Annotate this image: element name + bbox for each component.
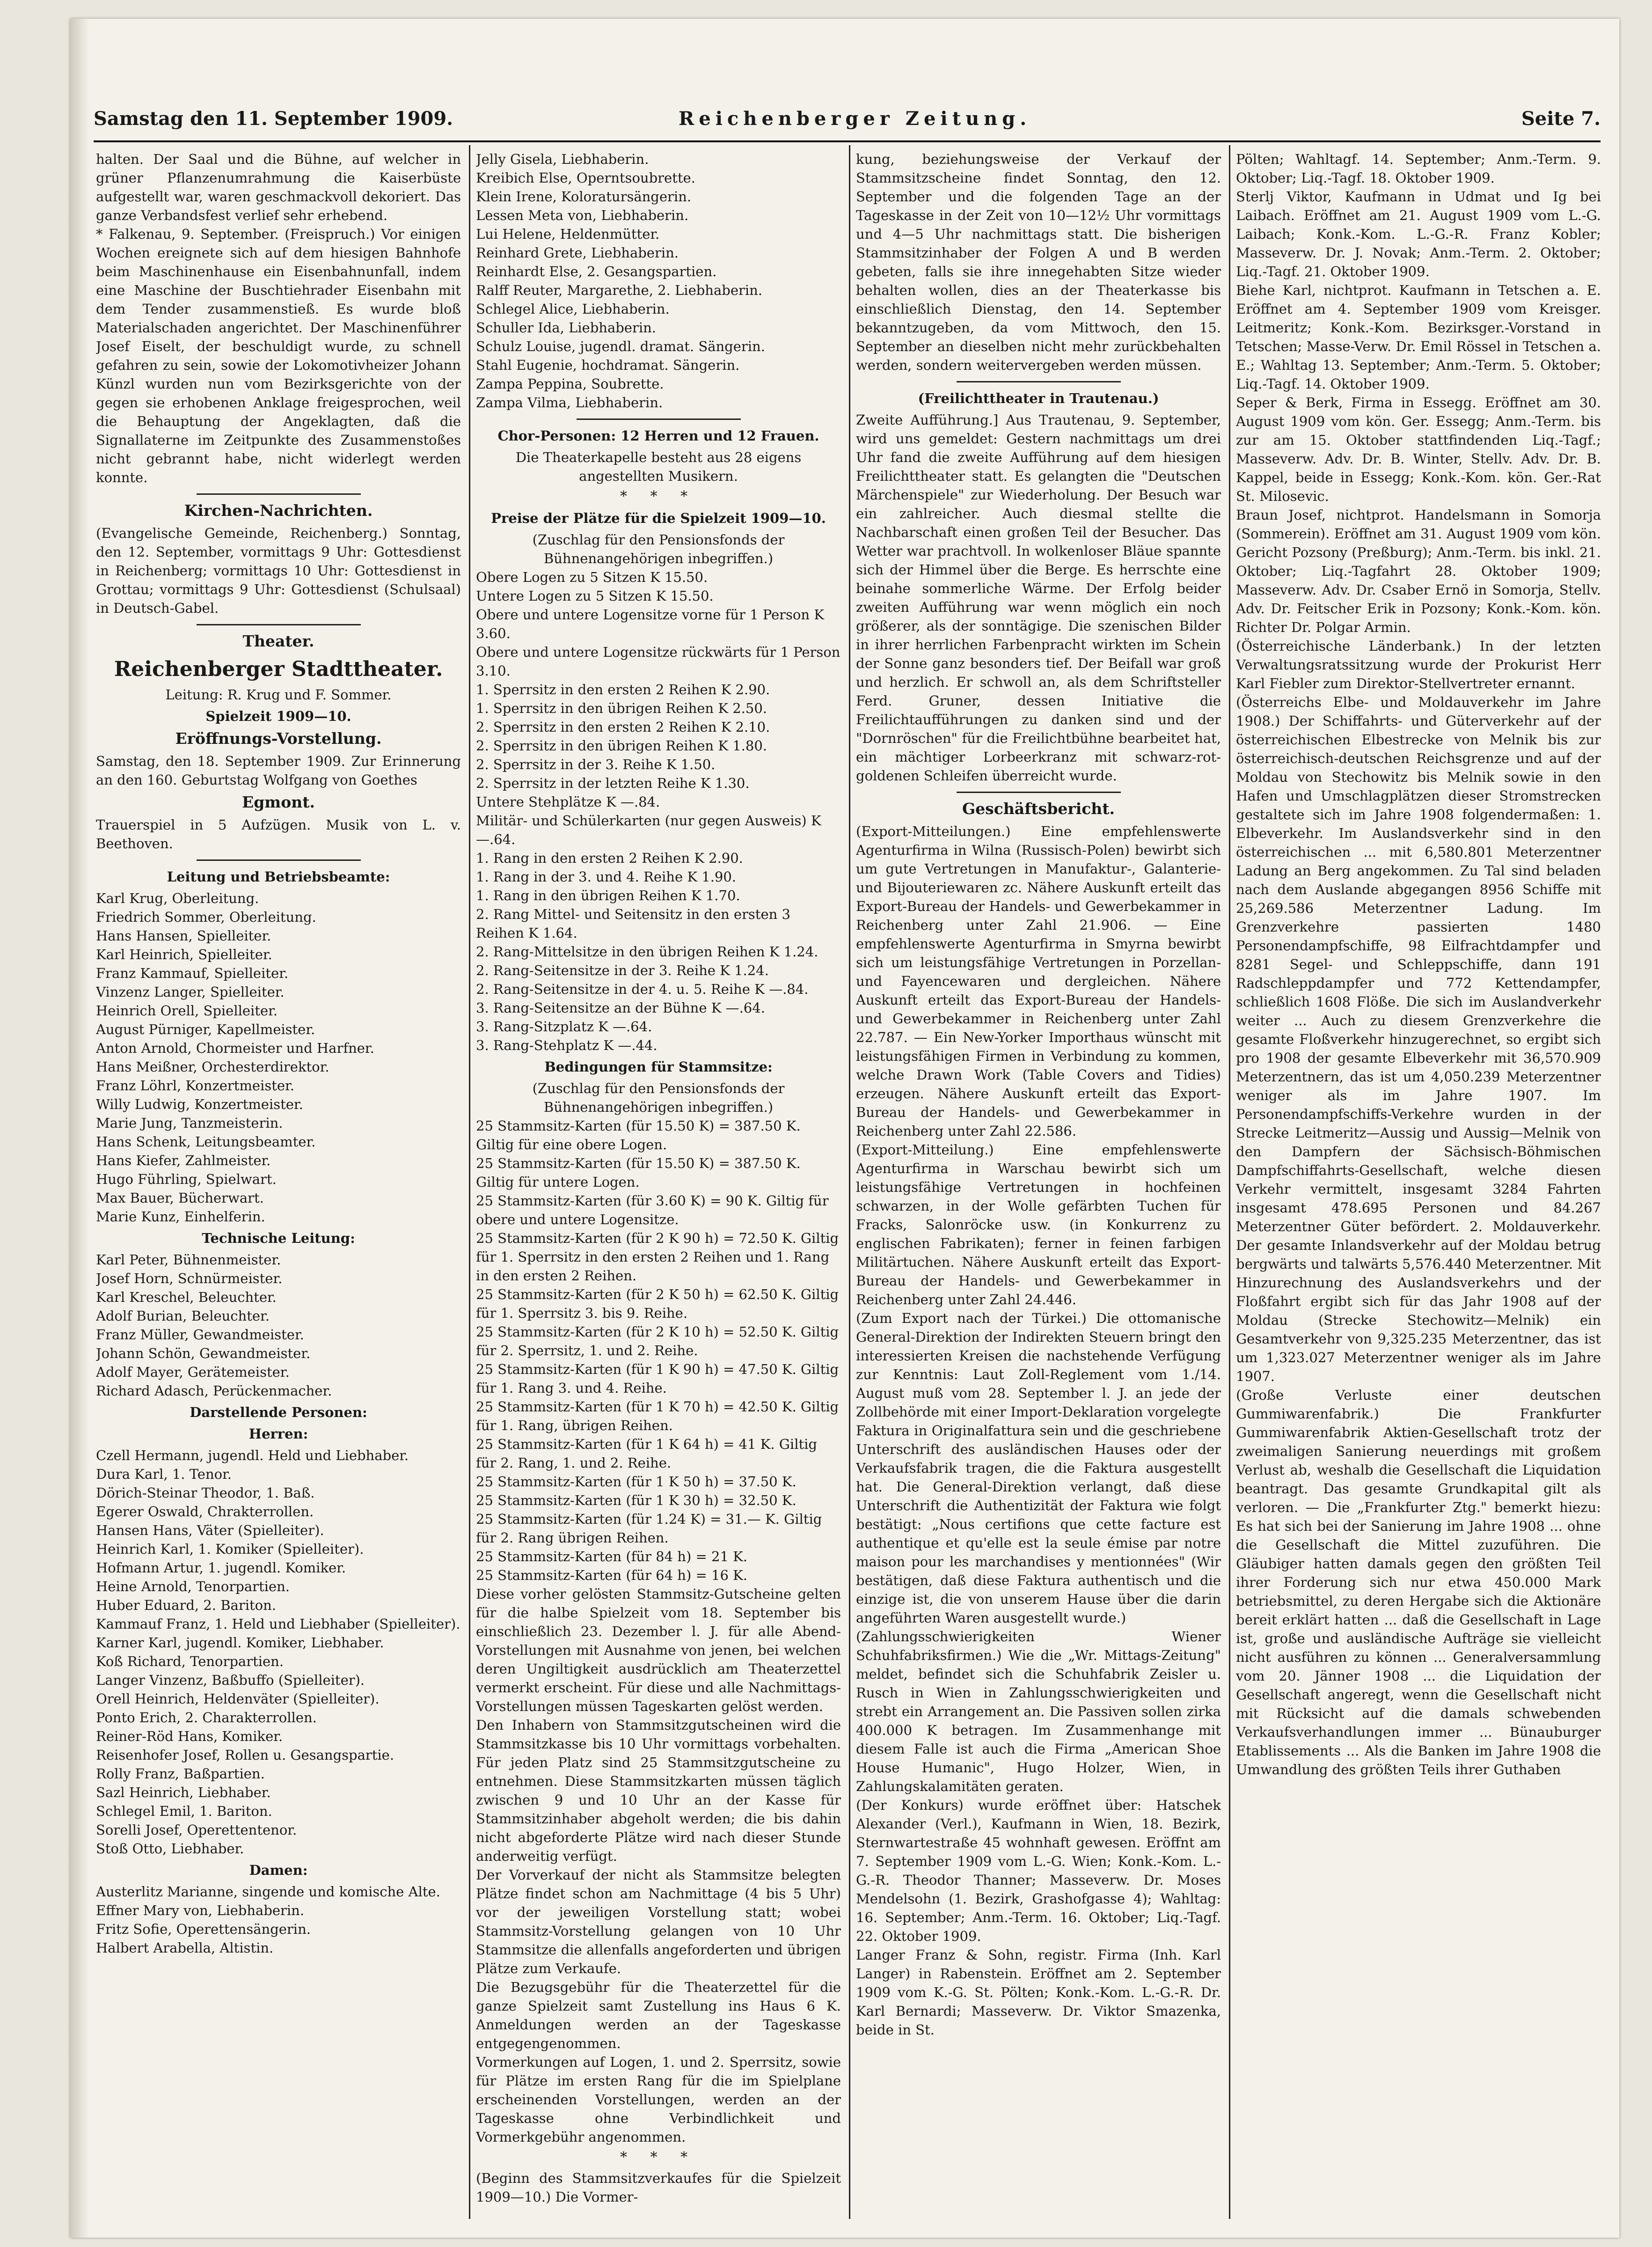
list-item: 2. Sperrsitz in der 3. Reihe K 1.50. [476, 756, 716, 772]
article-paragraph: Biehe Karl, nichtprot. Kaufmann in Tetschen a. E. Eröffnet am 4. September 1909 vom Kreisger. Leitmeritz; Konk.-Kom. Bezirksger.-Vorstand in Tetschen; Masse-Verw. Dr. Emil Rössel in Tetschen a. E.; Wahltag 13. September; Anm.-Term. 5. Oktober; Liq.-Tagf. 14. Oktober 1909. [1236, 282, 1601, 392]
price-note: (Zuschlag für den Pensionsfonds der Bühnenangehörigen inbegriffen.) [532, 1080, 785, 1115]
masthead-rule [94, 140, 1601, 142]
list-item: Max Bauer, Bücherwart. [96, 1190, 264, 1206]
list-item: Hans Schenk, Leitungsbeamter. [96, 1134, 316, 1150]
list-item: 25 Stammsitz-Karten (für 1 K 64 h) = 41 K. Giltig für 2. Rang, 1. und 2. Reihe. [476, 1436, 817, 1471]
list-item: 3. Rang-Seitensitze an der Bühne K —.64. [476, 1000, 765, 1016]
list-item: 2. Rang-Mittelsitze in den übrigen Reihen K 1.24. [476, 944, 819, 960]
article-paragraph: (Der Konkurs) wurde eröffnet über: Hatschek Alexander (Verl.), Kaufmann in Wien, 18. Bezirk, Sternwartestraße 45 wohnhaft gewesen. Eröffnt am 7. September 1909 vom L.-G. Wien; Konk.-Kom. L.-G.-R. Theodor Thanner; Masseverw. Dr. Moses Mendelsohn (1. Bezirk, Grashofgasse 4); Wahltag: 16. September; Anm.-Term. 16. Oktober; Liq.-Tagf. 22. Oktober 1909. [856, 1797, 1221, 1944]
article-paragraph: Diese vorher gelösten Stammsitz-Gutscheine gelten für die halbe Spielzeit vom 18. September bis einschließlich 23. Dezember l. J. für alle Abend-Vorstellungen mit Ausnahme von jenen, bei welchen deren Ungiltigkeit ausdrücklich am Theaterzettel vermerkt erscheint. Für diese und alle Nachmittags-Vorstellungen müssen Tageskarten gelöst werden. [476, 1586, 841, 1714]
list-item: Obere und untere Logensitze rückwärts für 1 Person 3.10. [476, 644, 841, 679]
page-number: Seite 7. [1521, 108, 1601, 130]
list-item: Schlegel Alice, Liebhaberin. [476, 301, 670, 317]
opening-performance: Eröffnungs-Vorstellung. [175, 729, 382, 748]
list-item: 1. Rang in den ersten 2 Reihen K 2.90. [476, 850, 743, 866]
list-item: Karner Karl, jugendl. Komiker, Liebhaber. [96, 1635, 384, 1651]
article-paragraph: Die Bezugsgebühr für die Theaterzettel für die ganze Spielzeit samt Zustellung ins Haus 6 K. Anmeldungen werden an der Tageskasse entgegengenommen. [476, 1979, 841, 2051]
list-item: 1. Sperrsitz in den ersten 2 Reihen K 2.90. [476, 682, 770, 698]
column-4 [1236, 150, 1601, 2219]
article-paragraph: (Zahlungsschwierigkeiten Wiener Schuhfabriksfirmen.) Wie die „Wr. Mittags-Zeitung" meldet, befindet sich die Schuhfabrik Zeisler u. Rusch in Wien in Zahlungsschwierigkeiten und strebt ein Arrangement an. Die Passiven sollen zirka 400.000 K betragen. Im Zusammenhange mit diesem Falle ist auch die Firma „American Shoe House Humanic", Hugo Holzer, Wien, in Zahlungskalamitäten geraten. [856, 1629, 1221, 1794]
column-3 [856, 150, 1221, 2219]
list-item: 25 Stammsitz-Karten (für 1.24 K) = 31.— K. Giltig für 2. Rang übrigen Reihen. [476, 1511, 822, 1546]
article-paragraph: (Export-Mitteilungen.) Eine empfehlenswerte Agenturfirma in Wilna (Russisch-Polen) bewirbt sich um gute Vertretungen in Manufaktur-, Galanterie- und Bijouteriewaren zc. Nähere Auskunft erteilt das Export-Bureau der Handels- und Gewerbekammer in Reichenberg unter Zahl 21.906. — Eine empfehlenswerte Agenturfirma in Smyrna bewirbt sich um leistungsfähige Vertretungen in Porzellan- und Fayencewaren und dergleichen. Nähere Auskunft erteilt das Export-Bureau der Handels- und Gewerbekammer in Reichenberg unter Zahl 22.787. — Ein New-Yorker Importhaus wünscht mit leistungsfähigen Firmen in Verbindung zu kommen, welche Drawn Work (Table Covers and Tidies) erzeugen. Nähere Auskunft erteilt das Export-Bureau der Handels- und Gewerbekammer in Reichenberg unter Zahl 22.586. [856, 823, 1221, 1139]
list-item: 2. Rang-Seitensitze in der 3. Reihe K 1.24. [476, 962, 769, 978]
list-item: Karl Krug, Oberleitung. [96, 890, 259, 906]
article-paragraph: Langer Franz & Sohn, registr. Firma (Inh. Karl Langer) in Rabenstein. Eröffnet am 2. September 1909 vom K.-G. St. Pölten; Konk.-Kom. L.-G.-R. Dr. Karl Bernardi; Masseverw. Dr. Viktor Smazenka, beide in St. [856, 1947, 1221, 2038]
season-ticket-list [476, 1116, 841, 1585]
list-item: Lui Helene, Heldenmütter. [476, 226, 660, 242]
list-item: Heinrich Orell, Spielleiter. [96, 1003, 278, 1019]
list-item: Obere Logen zu 5 Sitzen K 15.50. [476, 569, 708, 585]
list-item: Friedrich Sommer, Oberleitung. [96, 909, 316, 925]
article-paragraph: (Export-Mitteilung.) Eine empfehlenswerte Agenturfirma in Warschau bewirbt sich um leistungsfähige Vertretungen in hochfeinen schwarzen, in der Wolle gefärbten Tuchen für Fracks, Salonröcke usw. (in Konkurrenz zu englischen Fabrikaten); ferner in feinen farbigen Militärtuchen. Nähere Auskunft erteilt das Export-Bureau der Handels- und Gewerbekammer in Reichenberg unter Zahl 24.446. [856, 1142, 1221, 1307]
subsection-heading: Darstellende Personen: [190, 1404, 367, 1420]
list-item: Anton Arnold, Chormeister und Harfner. [96, 1040, 374, 1056]
section-rule [197, 493, 361, 495]
theater-name: Reichenberger Stadttheater. [114, 657, 443, 681]
article-paragraph: halten. Der Saal und die Bühne, auf welcher in grüner Pflanzenumrahmung die Kaiserbüste aufgestellt war, waren geschmackvoll dekoriert. Das ganze Verbandsfest verlief sehr erhebend. [96, 151, 461, 223]
list-item: 25 Stammsitz-Karten (für 2 K 50 h) = 62.50 K. Giltig für 1. Sperrsitz 3. bis 9. Reihe. [476, 1286, 839, 1321]
newspaper-title: Reichenberger Zeitung. [679, 108, 1031, 130]
list-item: Fritz Sofie, Operettensängerin. [96, 1921, 311, 1937]
list-item: 2. Rang-Seitensitze in der 4. u. 5. Reihe K —.84. [476, 981, 809, 997]
play-title: Egmont. [242, 793, 315, 811]
list-item: Franz Löhrl, Konzertmeister. [96, 1078, 294, 1094]
list-item: Heinrich Karl, 1. Komiker (Spielleiter). [96, 1541, 364, 1557]
list-item: 1. Sperrsitz in den übrigen Reihen K 2.50. [476, 700, 767, 716]
section-rule [957, 792, 1121, 793]
list-item: Hansen Hans, Väter (Spielleiter). [96, 1522, 324, 1538]
separator-stars: * * * [620, 488, 697, 505]
list-item: Reiner-Röd Hans, Komiker. [96, 1728, 283, 1744]
orchestra-line: Die Theaterkapelle besteht aus 28 eigens angestellten Musikern. [515, 449, 802, 484]
list-item: Kreibich Else, Operntsoubrette. [476, 170, 695, 186]
staff-list [96, 889, 461, 1226]
section-rule [197, 859, 361, 861]
column-2 [476, 150, 841, 2219]
list-item: Willy Ludwig, Konzertmeister. [96, 1096, 303, 1112]
section-rule [577, 419, 741, 420]
column-1 [96, 150, 461, 2219]
list-item: 2. Sperrsitz in den übrigen Reihen K 1.80. [476, 738, 767, 754]
price-list [476, 568, 841, 1055]
list-item: 25 Stammsitz-Karten (für 64 h) = 16 K. [476, 1567, 747, 1583]
subsection-heading: Bedingungen für Stammsitze: [544, 1059, 773, 1075]
list-item: 25 Stammsitz-Karten (für 84 h) = 21 K. [476, 1549, 747, 1564]
section-heading: Theater. [242, 632, 314, 650]
article-paragraph: (Große Verluste einer deutschen Gummiwarenfabrik.) Die Frankfurter Gummiwarenfabrik Aktien-Gesellschaft trotz der zweimaligen Sanierung neuerdings mit großem Verlust ab, weshalb die Gesellschaft die Liquidation beantragt. Das gesamte Grundkapital gilt als verloren. — Die „Frankfurter Ztg." bemerkt hiezu: Es hat sich bei der Sanierung im Jahre 1908 ... ohne die Gesellschaft die Mittel zuzuführen. Die Gläubiger hatten damals gegen den größten Teil ihrer Forderung sich nur etwa 450.000 Mark betriebsmittel, zu deren Hergabe sich die Aktionäre bereit erklärt hatten ... daß die Gesellschaft in Lage ist, große und ausländische Aufträge sie vielleicht nicht ausführen zu können ... Generalversammlung vom 20. Jänner 1908 ... die Liquidation der Gesellschaft angeregt, wenn die Gesellschaft nicht mit Rücksicht auf die damals schwebenden Verkaufsverhandlungen immer ... Bünauburger Etablissements ... Als die Banken im Jahre 1908 die Umwandlung des größten Teils ihrer Guthaben [1236, 1387, 1601, 1777]
column-divider [849, 145, 850, 2219]
article-paragraph: (Evangelische Gemeinde, Reichenberg.) Sonntag, den 12. September, vormittags 9 Uhr: Gottesdienst in Reichenberg; vormittags 10 Uhr: Gottesdienst in Grottau; vormittags 9 Uhr: Gottesdienst (Schulsaal) in Deutsch-Gabel. [96, 525, 461, 616]
performance-date: Samstag, den 18. September 1909. Zur Erinnerung an den 160. Geburtstag Wolfgang von Goethes [96, 753, 461, 788]
list-item: Karl Kreschel, Beleuchter. [96, 1289, 277, 1305]
play-description: Trauerspiel in 5 Aufzügen. Musik von L. v. Beethoven. [96, 817, 461, 852]
list-item: Hans Meißner, Orchesterdirektor. [96, 1059, 329, 1075]
list-item: Hans Hansen, Spielleiter. [96, 928, 271, 944]
article-paragraph: Zweite Aufführung.] Aus Trautenau, 9. September, wird uns gemeldet: Gestern nachmittags um drei Uhr fand die zweite Aufführung auf dem hiesigen Freilichttheater statt. Es gelangten die "Deutschen Märchenspiele" zur Wiederholung. Der Besuch war ein zahlreicher. Auch diesmal stellte die Nachbarschaft einen großen Teil der Besucher. Das Wetter war prachtvoll. In wolkenloser Bläue spannte sich der Himmel über die Berge. Es herrschte eine beinahe sommerliche Wärme. Der Erfolg beider zweiten Aufführung war wenn möglich ein noch größerer, als der sonntägige. Die szenischen Bilder in ihrer herrlichen Farbenpracht wirkten im Schein der Sonne ganz besonders tief. Der Beifall war groß und herzlich. Er schwoll an, als dem Schriftsteller Ferd. Gruner, dessen Initiative die Freilichtaufführungen zu danken sind und der "Dornröschen" für die Freilichtbühne bearbeitet hat, ein mächtiger Lorbeerkranz mit schwarz-rot-goldenen Schleifen überreicht wurde. [856, 412, 1221, 784]
list-item: Zampa Vilma, Liebhaberin. [476, 395, 663, 411]
list-item: 2. Sperrsitz in der letzten Reihe K 1.30. [476, 775, 750, 791]
list-item: Effner Mary von, Liebhaberin. [96, 1902, 305, 1918]
list-item: 1. Rang in den übrigen Reihen K 1.70. [476, 888, 740, 903]
section-rule [197, 624, 361, 625]
column-divider [1229, 145, 1230, 2219]
list-item: Huber Eduard, 2. Bariton. [96, 1597, 276, 1613]
list-item: Franz Kammauf, Spielleiter. [96, 965, 289, 981]
list-item: 3. Rang-Sitzplatz K —.64. [476, 1019, 652, 1035]
list-item: Obere und untere Logensitze vorne für 1 Person K 3.60. [476, 607, 824, 641]
list-item: Austerlitz Marianne, singende und komische Alte. [96, 1884, 440, 1900]
subsection-heading: Leitung und Betriebsbeamte: [167, 869, 390, 885]
section-heading: Geschäftsbericht. [962, 800, 1115, 818]
list-item: Schulz Louise, jugendl. dramat. Sängerin. [476, 338, 765, 354]
season-label: Spielzeit 1909—10. [205, 708, 351, 724]
cast-list-men [96, 1446, 461, 1858]
list-item: Jelly Gisela, Liebhaberin. [476, 151, 649, 167]
technical-staff-list [96, 1250, 461, 1400]
list-item: Adolf Mayer, Gerätemeister. [96, 1364, 290, 1380]
article-paragraph: (Zum Export nach der Türkei.) Die ottomanische General-Direktion der Indirekten Steuern bringt den interessierten Kreisen die nachstehende Verfügung zur Kenntnis: Laut Zoll-Reglement vom 1./14. August muß vom 28. September l. J. an jede der Zollbehörde mit einer Import-Deklaration vorgelegte Faktura in Originalfattura sein und die geschriebene Unterschrift des ausländischen Hauses oder der Verkaufsfabrik tragen, die die Faktura ausgestellt hat. Die General-Direktion verlangt, daß diese Unterschrift die Authentizität der Faktura wie folgt bestätigt: „Nous certifions que cette facture est authentique et qu'elle est la seule émise par notre maison pour les marchandises y mentionnées" (Wir bestätigen, daß diese Faktura authentisch und die einzige ist, die von unserem Hause über die darin angeführten Waren ausgestellt wurde.) [856, 1310, 1221, 1626]
separator-stars: * * * [620, 2149, 697, 2166]
article-paragraph: Der Vorverkauf der nicht als Stammsitze belegten Plätze findet schon am Nachmittage (4 bis 5 Uhr) vor der jeweiligen Vorstellung statt; wobei Stammsitz-Vorstellung gelangen von 10 Uhr Stammsitze die allenfalls angeforderten und übrigen Plätze zum Verkaufe. [476, 1867, 841, 1976]
list-item: Marie Kunz, Einhelferin. [96, 1209, 265, 1225]
list-item: Hofmann Artur, 1. jugendl. Komiker. [96, 1560, 346, 1576]
list-item: Egerer Oswald, Chrakterrollen. [96, 1504, 314, 1520]
list-item: Marie Jung, Tanzmeisterin. [96, 1115, 283, 1131]
list-item: 1. Rang in der 3. und 4. Reihe K 1.90. [476, 869, 737, 885]
list-item: Untere Logen zu 5 Sitzen K 15.50. [476, 588, 714, 604]
list-item: Dörich-Steinar Theodor, 1. Baß. [96, 1485, 315, 1501]
list-item: Lessen Meta von, Liebhaberin. [476, 207, 689, 223]
article-paragraph: Den Inhabern von Stammsitzgutscheinen wird die Stammsitzkasse bis 10 Uhr vormittags vorbehalten. Für jeden Platz sind 25 Stammsitzgutscheine zu entnehmen. Diese Stammsitzkarten müssen täglich zwischen 9 und 10 Uhr an der Kasse für Stammsitzinhaber abgeholt werden; die bis dahin nicht abgeforderte Plätze wird nach dieser Stunde anderweitig verfügt. [476, 1717, 841, 1864]
list-item: Karl Heinrich, Spielleiter. [96, 947, 272, 962]
article-heading: (Freilichttheater in Trautenau.) [918, 390, 1159, 406]
list-item: Reinhard Grete, Liebhaberin. [476, 245, 679, 261]
list-item: Sorelli Josef, Operettentenor. [96, 1822, 297, 1838]
list-item: Halbert Arabella, Altistin. [96, 1940, 274, 1956]
article-paragraph: (Beginn des Stammsitzverkaufes für die Spielzeit 1909—10.) Die Vormer- [476, 2170, 841, 2205]
list-item: Klein Irene, Koloratursängerin. [476, 189, 692, 205]
list-item: 25 Stammsitz-Karten (für 1 K 30 h) = 32.50 K. [476, 1492, 797, 1508]
list-item: Reinhardt Else, 2. Gesangspartien. [476, 264, 717, 279]
theater-direction: Leitung: R. Krug und F. Sommer. [165, 687, 392, 703]
list-item: Schlegel Emil, 1. Bariton. [96, 1803, 272, 1819]
list-item: Langer Vinzenz, Baßbuffo (Spielleiter). [96, 1672, 365, 1688]
section-rule [957, 381, 1121, 382]
list-item: Stahl Eugenie, hochdramat. Sängerin. [476, 357, 740, 373]
list-item: Czell Hermann, jugendl. Held und Liebhaber. [96, 1447, 409, 1463]
list-item: Franz Müller, Gewandmeister. [96, 1327, 304, 1343]
list-item: Schuller Ida, Liebhaberin. [476, 320, 656, 336]
list-item: 25 Stammsitz-Karten (für 3.60 K) = 90 K. Giltig für obere und untere Logensitze. [476, 1193, 829, 1227]
list-item: Orell Heinrich, Heldenväter (Spielleiter). [96, 1691, 380, 1707]
list-item: Hans Kiefer, Zahlmeister. [96, 1153, 271, 1168]
list-item: Vinzenz Langer, Spielleiter. [96, 984, 285, 1000]
list-item: Reisenhofer Josef, Rollen u. Gesangspartie. [96, 1747, 395, 1763]
list-item: Kammauf Franz, 1. Held und Liebhaber (Spielleiter). [96, 1616, 461, 1632]
list-item: 25 Stammsitz-Karten (für 1 K 50 h) = 37.50 K. [476, 1474, 797, 1490]
list-item: August Pürniger, Kapellmeister. [96, 1021, 315, 1037]
list-item: Rolly Franz, Baßpartien. [96, 1766, 265, 1782]
article-paragraph: Braun Josef, nichtprot. Handelsmann in Somorja (Sommerein). Eröffnet am 31. August 1909 vom kön. Gericht Pozsony (Preßburg); Anm.-Term. bis inkl. 21. Oktober; Liq.-Tagfahrt 28. Oktober 1909; Masseverw. Adv. Dr. Csaber Ernö in Somorja, Stellv. Adv. Dr. Feitscher Erik in Pozsony; Konk.-Kom. kön. Richter Dr. Polgar Armin. [1236, 507, 1601, 635]
list-item: Josef Horn, Schnürmeister. [96, 1270, 283, 1286]
article-paragraph: (Österreichs Elbe- und Moldauverkehr im Jahre 1908.) Der Schiffahrts- und Güterverkehr auf der österreichischen Elbestrecke von Melnik bis zur österreichisch-deutschen Reichsgrenze und auf der Moldau von Stechowitz bis Melnik sowie in den Hafen und Umschlagplätzen dieser Stromstrecken gestaltete sich im Jahre 1908 folgendermaßen: 1. Elbeverkehr. Im Auslandsverkehr sind in den österreichischen ... mit 6,580.801 Meterzentner Ladung an Berg angekommen. Zu Tal sind beladen nach dem Auslande abgegangen 8956 Schiffe mit 25,269.586 Meterzentner Ladung. Im Grenzverkehre passierten 1480 Personendampfschiffe, 98 Eilfrachtdampfer und 8281 Segel- und Schleppschiffe, dann 191 Radschleppdampfer und 772 Kettendampfer, schließlich 1608 Flöße. Die sich im Auslandverkehr weiter ... Auch zu diesem Grenzverkehre die gesamte Floßverkehr hinzugerechnet, so ergibt sich pro 1908 der gesamte Elbeverkehr mit 36,570.909 Meterzentnern, das ist um 4,050.239 Meterzentner weniger als im Jahre 1907. Im Personendampfschiffs-Verkehre wurden in der Strecke Leitmeritz—Aussig und Aussig—Melnik von den Dampfern der Sächsisch-Böhmischen Dampfschiffahrts-Gesellschaft, welche diesen Verkehr vermittelt, insgesamt 3284 Fahrten insgesamt 478.695 Personen und 84.267 Meterzentner Güter befördert. 2. Moldauverkehr. Der gesamte Inlandsverkehr auf der Moldau betrug bergwärts und talwärts 5,576.440 Meterzentner. Mit Hinzurechnung des Auslandsverkehrs und der Floßfahrt ergibt sich für das Jahr 1908 auf der Moldau (Strecke Stechowitz—Melnik) ein Gesamtverkehr von 9,325.235 Meterzentner, das ist um 1,323.027 Meterzentner weniger als im Jahre 1907. [1236, 694, 1601, 1384]
list-item: Koß Richard, Tenorpartien. [96, 1653, 284, 1669]
article-paragraph: kung, beziehungsweise der Verkauf der Stammsitzscheine findet Sonntag, den 12. September und die folgenden Tage an der Tageskasse in der Zeit von 10—12½ Uhr vormittags und 4—5 Uhr nachmittags statt. Die bisherigen Stammsitzinhaber der Folgen A und B werden gebeten, falls sie ihre innegehabten Sitze wieder behalten wollen, dies an der Theaterkasse bis einschließlich Dienstag, den 14. September bekanntzugeben, da vom Mittwoch, den 15. September an dieselben nicht mehr zurückbehalten werden, sondern weitervergeben werden müssen. [856, 151, 1221, 373]
list-item: Dura Karl, 1. Tenor. [96, 1466, 232, 1482]
price-note: (Zuschlag für den Pensionsfonds der Bühnenangehörigen inbegriffen.) [532, 532, 785, 566]
column-divider [469, 145, 470, 2219]
cast-list-women-continued [476, 150, 841, 412]
subsection-heading: Herren: [249, 1426, 308, 1442]
list-item: Hugo Führling, Spielwart. [96, 1171, 277, 1187]
list-item: Zampa Peppina, Soubrette. [476, 376, 664, 392]
list-item: Johann Schön, Gewandmeister. [96, 1345, 311, 1361]
article-paragraph: Pölten; Wahltagf. 14. September; Anm.-Term. 9. Oktober; Liq.-Tagf. 18. Oktober 1909. [1236, 151, 1601, 186]
masthead [94, 103, 1601, 136]
list-item: 2. Sperrsitz in den ersten 2 Reihen K 2.10. [476, 719, 770, 735]
choir-line: Chor-Personen: 12 Herren und 12 Frauen. [497, 428, 819, 444]
list-item: 25 Stammsitz-Karten (für 15.50 K) = 387.50 K. Giltig für untere Logen. [476, 1155, 801, 1190]
list-item: Karl Peter, Bühnenmeister. [96, 1252, 281, 1268]
article-paragraph: * Falkenau, 9. September. (Freispruch.) Vor einigen Wochen ereignete sich auf dem hiesigen Bahnhofe beim Maschinenhause ein Eisenbahnunfall, indem eine Maschine der Buschtiehrader Eisenbahn mit dem Tender zusammenstieß. Es wurde bloß Materialschaden angerichtet. Der Maschinenführer Josef Eiselt, der beschuldigt wurde, zu schnell gefahren zu sein, sowie der Lokomotivheizer Johann Künzl wurden nun vom Bezirksgerichte von der gegen sie erhobenen Anklage freigesprochen, weil die Behauptung der Angeklagten, daß die Signallaterne im Zeitpunkte des Zusammenstoßes nicht gebrannt habe, nicht widerlegt werden konnte. [96, 226, 461, 485]
article-paragraph: Sterlj Viktor, Kaufmann in Udmat und Ig bei Laibach. Eröffnet am 21. August 1909 vom L.-G. Laibach; Konk.-Kom. L.-G.-R. Franz Kobler; Masseverw. Dr. J. Novak; Anm.-Term. 2. Oktober; Liq.-Tagf. 21. Oktober 1909. [1236, 189, 1601, 279]
list-item: Heine Arnold, Tenorpartien. [96, 1579, 290, 1594]
list-item: Stoß Otto, Liebhaber. [96, 1841, 244, 1857]
subsection-heading: Technische Leitung: [202, 1230, 355, 1246]
list-item: 3. Rang-Stehplatz K —.44. [476, 1037, 658, 1053]
cast-list-women [96, 1882, 461, 1957]
list-item: Richard Adasch, Perückenmacher. [96, 1383, 332, 1399]
list-item: Ralff Reuter, Margarethe, 2. Liebhaberin. [476, 282, 763, 298]
article-paragraph: Seper & Berk, Firma in Essegg. Eröffnet am 30. August 1909 vom kön. Ger. Essegg; Anm.-Term. bis zur am 15. Oktober stattfindenden Liq.-Tagf.; Masseverw. Adv. Dr. B. Winter, Stellv. Adv. Dr. B. Kappel, beide in Essegg; Konk.-Kom. kön. Ger.-Rat St. Milosevic. [1236, 395, 1601, 504]
list-item: 25 Stammsitz-Karten (für 1 K 70 h) = 42.50 K. Giltig für 1. Rang, übrigen Reihen. [476, 1399, 839, 1433]
list-item: Militär- und Schülerkarten (nur gegen Ausweis) K —.64. [476, 813, 821, 847]
list-item: Sazl Heinrich, Liebhaber. [96, 1784, 271, 1800]
list-item: 25 Stammsitz-Karten (für 15.50 K) = 387.50 K. Giltig für eine obere Logen. [476, 1118, 801, 1153]
article-paragraph: (Österreichische Länderbank.) In der letzten Verwaltungsratssitzung wurde der Prokurist Herr Karl Fiebler zum Direktor-Stellvertreter ernannt. [1236, 638, 1601, 691]
newspaper-page [70, 19, 1619, 2238]
list-item: Ponto Erich, 2. Charakterrollen. [96, 1710, 317, 1726]
subsection-heading: Damen: [249, 1862, 308, 1878]
subsection-heading: Preise der Plätze für die Spielzeit 1909—10. [491, 510, 826, 526]
list-item: Adolf Burian, Beleuchter. [96, 1308, 270, 1324]
section-heading: Kirchen-Nachrichten. [184, 501, 373, 520]
list-item: 25 Stammsitz-Karten (für 1 K 90 h) = 47.50 K. Giltig für 1. Rang 3. und 4. Reihe. [476, 1361, 839, 1396]
list-item: 2. Rang Mittel- und Seitensitz in den ersten 3 Reihen K 1.64. [476, 906, 790, 941]
list-item: Untere Stehplätze K —.84. [476, 794, 660, 810]
list-item: 25 Stammsitz-Karten (für 2 K 10 h) = 52.50 K. Giltig für 2. Sperrsitz, 1. und 2. Reihe. [476, 1324, 839, 1358]
issue-date: Samstag den 11. September 1909. [94, 108, 453, 130]
article-paragraph: Vormerkungen auf Logen, 1. und 2. Sperrsitz, sowie für Plätze im ersten Rang für die im Spielplane erscheinenden Vorstellungen, werden an der Tageskasse ohne Verbindlichkeit und Vormerkgebühr angenommen. [476, 2054, 841, 2145]
list-item: 25 Stammsitz-Karten (für 2 K 90 h) = 72.50 K. Giltig für 1. Sperrsitz in den ersten 2 Reihen und 1. Rang in den ersten 2 Reihen. [476, 1230, 839, 1284]
